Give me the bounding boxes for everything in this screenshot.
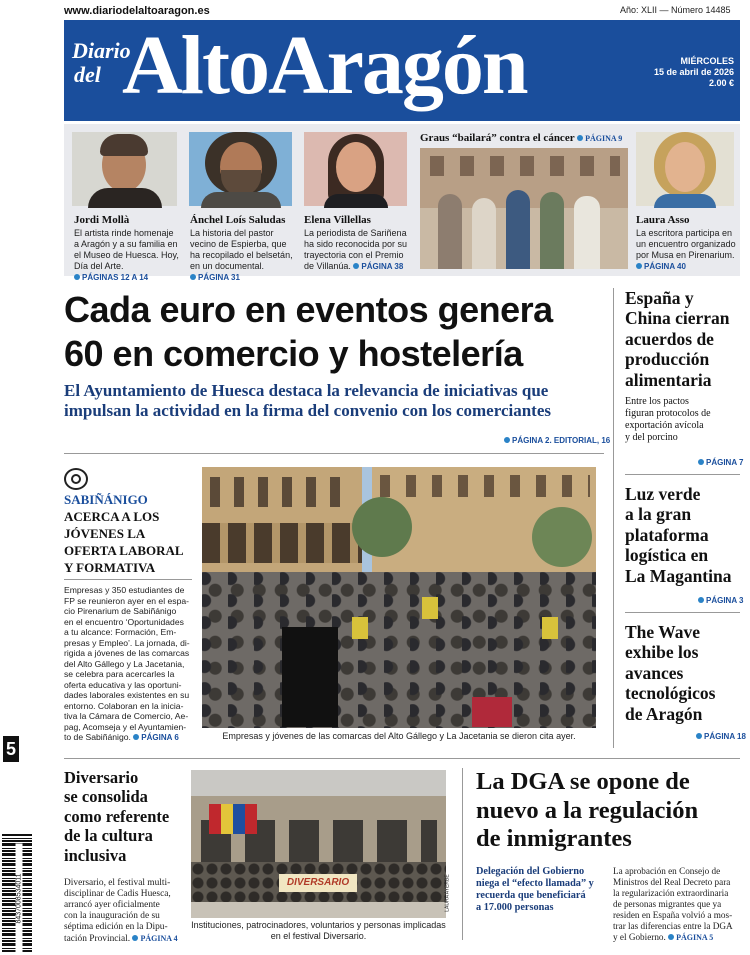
crowd	[202, 572, 596, 728]
body-line: rigida a jóvenes de las comarcas	[64, 648, 190, 658]
lead-headline-line1: Cada euro en eventos genera	[64, 289, 553, 330]
sub-line: a 17.000 personas	[476, 902, 554, 913]
body-line: residen en España volvió a mos-	[613, 910, 733, 920]
body-line: presas y Empleo’. La jornada, di-	[64, 637, 190, 648]
right-divider-2	[625, 612, 740, 613]
diversario-ref[interactable]: PÁGINA 4	[140, 934, 178, 943]
masthead-weekday: MIÉRCOLES	[680, 56, 734, 66]
building-left-windows	[210, 477, 354, 507]
teaser-name: Laura Asso	[636, 214, 690, 226]
section-logo-icon	[64, 468, 88, 490]
teaser-name: Ánchel Loís Saludas	[190, 214, 286, 226]
body-line: Empresas y 350 estudiantes de	[64, 585, 185, 595]
body-line: cio Pirenarium de Sabiñánigo	[64, 606, 177, 616]
sabinanigo-caption: Empresas y jóvenes de las comarcas del Alto Gállego y La Jacetania se dieron cita ayer.	[222, 731, 576, 741]
masthead-title: AltoAragón	[122, 19, 527, 112]
lead-sub-line2: impulsan la actividad en la firma del convenio con los comerciantes	[64, 401, 552, 420]
diversario-caption	[191, 920, 446, 942]
graus-person-5	[574, 196, 600, 269]
graus-title-text: Graus “bailará” contra el cáncer	[420, 132, 575, 144]
headline-line: avances	[625, 662, 684, 683]
body-line: FP se reunieron ayer en el espa-	[64, 595, 189, 606]
headline-line: La Magantina	[625, 565, 732, 586]
body-line: trar las diferencias entre la DGA	[613, 921, 733, 931]
lead-sub-line1: El Ayuntamiento de Huesca destaca la relevancia de iniciativas que	[64, 381, 549, 400]
teaser-name: Elena Villellas	[304, 214, 371, 226]
teaser-anchel[interactable]	[190, 214, 296, 283]
teaser-photo-anchel[interactable]	[189, 132, 292, 206]
sabinanigo-body	[64, 585, 199, 744]
headline-line: acuerdos de	[625, 328, 714, 349]
right-story-wave[interactable]	[625, 622, 740, 724]
graus-ref[interactable]: PÁGINA 9	[585, 134, 623, 143]
body-line: se celebra para acercarles la	[64, 669, 175, 679]
teaser-photo-molla[interactable]	[72, 132, 177, 206]
headline-line: China cierran	[625, 308, 730, 329]
lead-headline-line2: 60 en comercio y hostelería	[64, 333, 523, 374]
lead-subhead	[64, 381, 604, 421]
body-line: to de Sabiñánigo. PÁGINA 6	[64, 732, 179, 742]
sabinanigo-headline-line: ACERCA A LOS	[64, 509, 160, 524]
body-line: la regularización extraordinaria	[613, 888, 729, 898]
sabinanigo-ref[interactable]: PÁGINA 6	[141, 733, 179, 742]
body-line: dades laborales existentes en su	[64, 690, 190, 700]
teaser-ref[interactable]: PÁGINA 38	[361, 262, 404, 271]
barcode-number: 8437008534011	[16, 844, 23, 954]
graus-person-3	[506, 190, 530, 269]
teaser-text: La escritora participa en un encuentro organizado por Musa en Pirenarium. PÁGINA 40	[636, 228, 736, 271]
right-story-espana-sub	[625, 396, 740, 444]
caption-line: Instituciones, patrocinadores, voluntarios y personas implicadas	[191, 920, 446, 930]
yellow-vest	[422, 597, 438, 619]
body-line: oferta educativa y las oportuni-	[64, 679, 182, 690]
headline-line: La DGA se opone de	[476, 768, 690, 795]
sub-line: y del porcino	[625, 432, 678, 443]
body-line: séptima edición en la Dipu-	[64, 922, 168, 932]
teaser-ref[interactable]: PÁGINA 40	[644, 262, 686, 271]
right-story-magantina[interactable]	[625, 484, 740, 586]
diversario-credit: LAURA AYERBE	[444, 874, 451, 912]
headline-line: The Wave	[625, 622, 701, 642]
bottom-divider	[64, 758, 740, 759]
body-line: a tu alcance: Formación, Em-	[64, 627, 177, 637]
body-line: Ministros del Real Decreto para	[613, 877, 731, 887]
headline-line: de inmigrantes	[476, 825, 632, 852]
lead-headline[interactable]	[64, 288, 604, 376]
building-right-windows	[380, 475, 590, 497]
elena-head	[336, 142, 376, 192]
building-arches	[202, 523, 362, 563]
red-bag	[472, 697, 512, 727]
body-line: tación Provincial. PÁGINA 4	[64, 934, 178, 944]
headline-line: como referente	[64, 806, 170, 826]
body-line: entorno. Colaboran en la inicia-	[64, 700, 184, 711]
headline-line: alimentaria	[625, 369, 712, 390]
teaser-photo-elena[interactable]	[304, 132, 407, 206]
sub-line: Delegación del Gobierno	[476, 866, 585, 877]
dga-left-divider	[462, 768, 463, 940]
lead-divider	[64, 453, 604, 454]
graus-person-1	[438, 194, 462, 269]
photo-credit: MERCEDES PORTELLA	[607, 662, 614, 718]
sub-line: exportación avícola	[625, 420, 704, 431]
page-number-box: 5	[3, 736, 19, 762]
elena-body	[324, 194, 388, 208]
right-col-divider	[613, 288, 614, 748]
headline-line: exhibe los	[625, 642, 699, 663]
teaser-ref[interactable]: PÁGINA 31	[198, 273, 240, 282]
right-ref-wave[interactable]: PÁGINA 18	[696, 732, 746, 741]
laura-head	[665, 142, 705, 192]
headline-line: de la cultura	[64, 826, 153, 846]
body-line: pag, Acomseja y el Ayuntamien-	[64, 721, 187, 732]
sabinanigo-section: SABIÑÁNIGO	[64, 492, 148, 507]
masthead	[64, 20, 740, 121]
body-line: de personas migrantes que ya	[613, 899, 722, 909]
tree-1	[352, 497, 412, 557]
sabinanigo-headline-line: OFERTA LABORAL	[64, 543, 184, 558]
body-line: arrancó ayer oficialmente	[64, 900, 160, 910]
body-line: tiva la Cámara de Comercio, Ae-	[64, 711, 189, 721]
body-line: Diversario, el festival multi-	[64, 878, 171, 888]
teaser-text: La historia del pastor vecino de Espierba, que ha recopilado el belsetán, en un documental. PÁGINA 31	[190, 228, 293, 282]
diversario-banner: DIVERSARIO	[279, 874, 357, 892]
diversario-sky	[191, 770, 446, 796]
teaser-molla[interactable]	[74, 214, 180, 283]
sub-line: Entre los pactos	[625, 396, 689, 407]
body-line: y el Gobierno. PÁGINA 5	[613, 932, 714, 942]
sabinanigo-divider	[64, 579, 192, 580]
masthead-price: 2.00 €	[708, 78, 734, 88]
right-divider-1	[625, 474, 740, 475]
headline-line: inclusiva	[64, 845, 127, 865]
sabinanigo-headline[interactable]	[64, 508, 199, 576]
caption-line: en el festival Diversario.	[270, 931, 367, 941]
graus-balconies	[430, 156, 620, 176]
yellow-vest	[352, 617, 368, 639]
headline-line: tecnológicos	[625, 683, 716, 704]
site-url[interactable]: www.diariodelaltoaragon.es	[64, 5, 210, 17]
masthead-date: 15 de abril de 2026	[653, 67, 734, 77]
body-line: disciplinar de Cadis Huesca,	[64, 889, 171, 899]
dga-subhead	[476, 866, 604, 914]
headline-line: plataforma	[625, 524, 709, 545]
right-story-espana[interactable]	[625, 288, 740, 390]
right-ref-espana[interactable]: PÁGINA 7	[698, 458, 744, 467]
dga-ref[interactable]: PÁGINA 5	[676, 933, 714, 942]
teaser-laura[interactable]	[636, 214, 736, 272]
headline-line: se consolida	[64, 787, 148, 807]
tree-2	[532, 507, 592, 567]
yellow-vest	[542, 617, 558, 639]
speaker-box	[282, 627, 338, 727]
right-ref-magantina[interactable]: PÁGINA 3	[698, 596, 744, 605]
sabinanigo-headline-line: Y FORMATIVA	[64, 560, 156, 575]
masthead-del: del	[74, 62, 101, 87]
body-line: La aprobación en Consejo de	[613, 866, 721, 876]
teaser-ref[interactable]: PÁGINAS 12 A 14	[82, 273, 149, 282]
teaser-photo-laura[interactable]	[636, 132, 734, 206]
molla-hair	[100, 134, 148, 156]
teaser-elena[interactable]	[304, 214, 412, 272]
laura-body	[654, 194, 716, 208]
teaser-text: El artista rinde homenaje a Aragón y a su familia en el Museo de Huesca. Hoy, Día del Arte. PÁGINAS 12 A 14	[74, 228, 179, 282]
teaser-photo-graus[interactable]	[420, 148, 628, 269]
sub-line: niega el “efecto llamada” y	[476, 878, 594, 889]
diversario-photo[interactable]	[191, 770, 451, 918]
headline-line: Luz verde	[625, 484, 701, 504]
diversario-headline[interactable]	[64, 768, 188, 865]
headline-line: España y	[625, 288, 694, 308]
teaser-name: Jordi Mollà	[74, 214, 130, 226]
issue-number: Año: XLII — Número 14485	[620, 5, 731, 15]
diversario-flags	[209, 804, 257, 834]
headline-line: a la gran	[625, 504, 692, 525]
section-logo-inner	[71, 474, 81, 484]
lead-ref[interactable]: PÁGINA 2. EDITORIAL, 16	[504, 436, 610, 445]
body-line: del Alto Gállego y La Jacetania,	[64, 658, 185, 669]
sabinanigo-photo[interactable]	[202, 467, 614, 728]
graus-person-2	[472, 198, 496, 269]
body-line: con la inauguración de su	[64, 911, 160, 921]
headline-line: de Aragón	[625, 703, 703, 724]
molla-body	[88, 188, 162, 208]
anchel-body	[201, 192, 281, 208]
headline-line: Diversario	[64, 768, 139, 787]
sub-line: figuran protocolos de	[625, 408, 711, 419]
dga-body	[613, 866, 743, 943]
dga-headline[interactable]	[476, 768, 746, 854]
headline-line: producción	[625, 349, 710, 370]
graus-person-4	[540, 192, 564, 269]
masthead-diario: Diario	[72, 38, 131, 63]
diversario-body	[64, 878, 190, 945]
sub-line: recuerda que beneficiará	[476, 890, 586, 901]
body-line: en el encuentro ‘Oportunidades	[64, 616, 184, 627]
headline-line: nuevo a la regulación	[476, 796, 699, 824]
sabinanigo-headline-line: JÓVENES LA	[64, 526, 146, 541]
diversario-ground	[191, 902, 446, 918]
graus-title[interactable]	[420, 132, 622, 144]
headline-line: logística en	[625, 545, 709, 566]
teaser-text: La periodista de Sariñena ha sido reconocida por su trayectoria con el Premio de Villanúa. PÁGINA 38	[304, 228, 408, 271]
